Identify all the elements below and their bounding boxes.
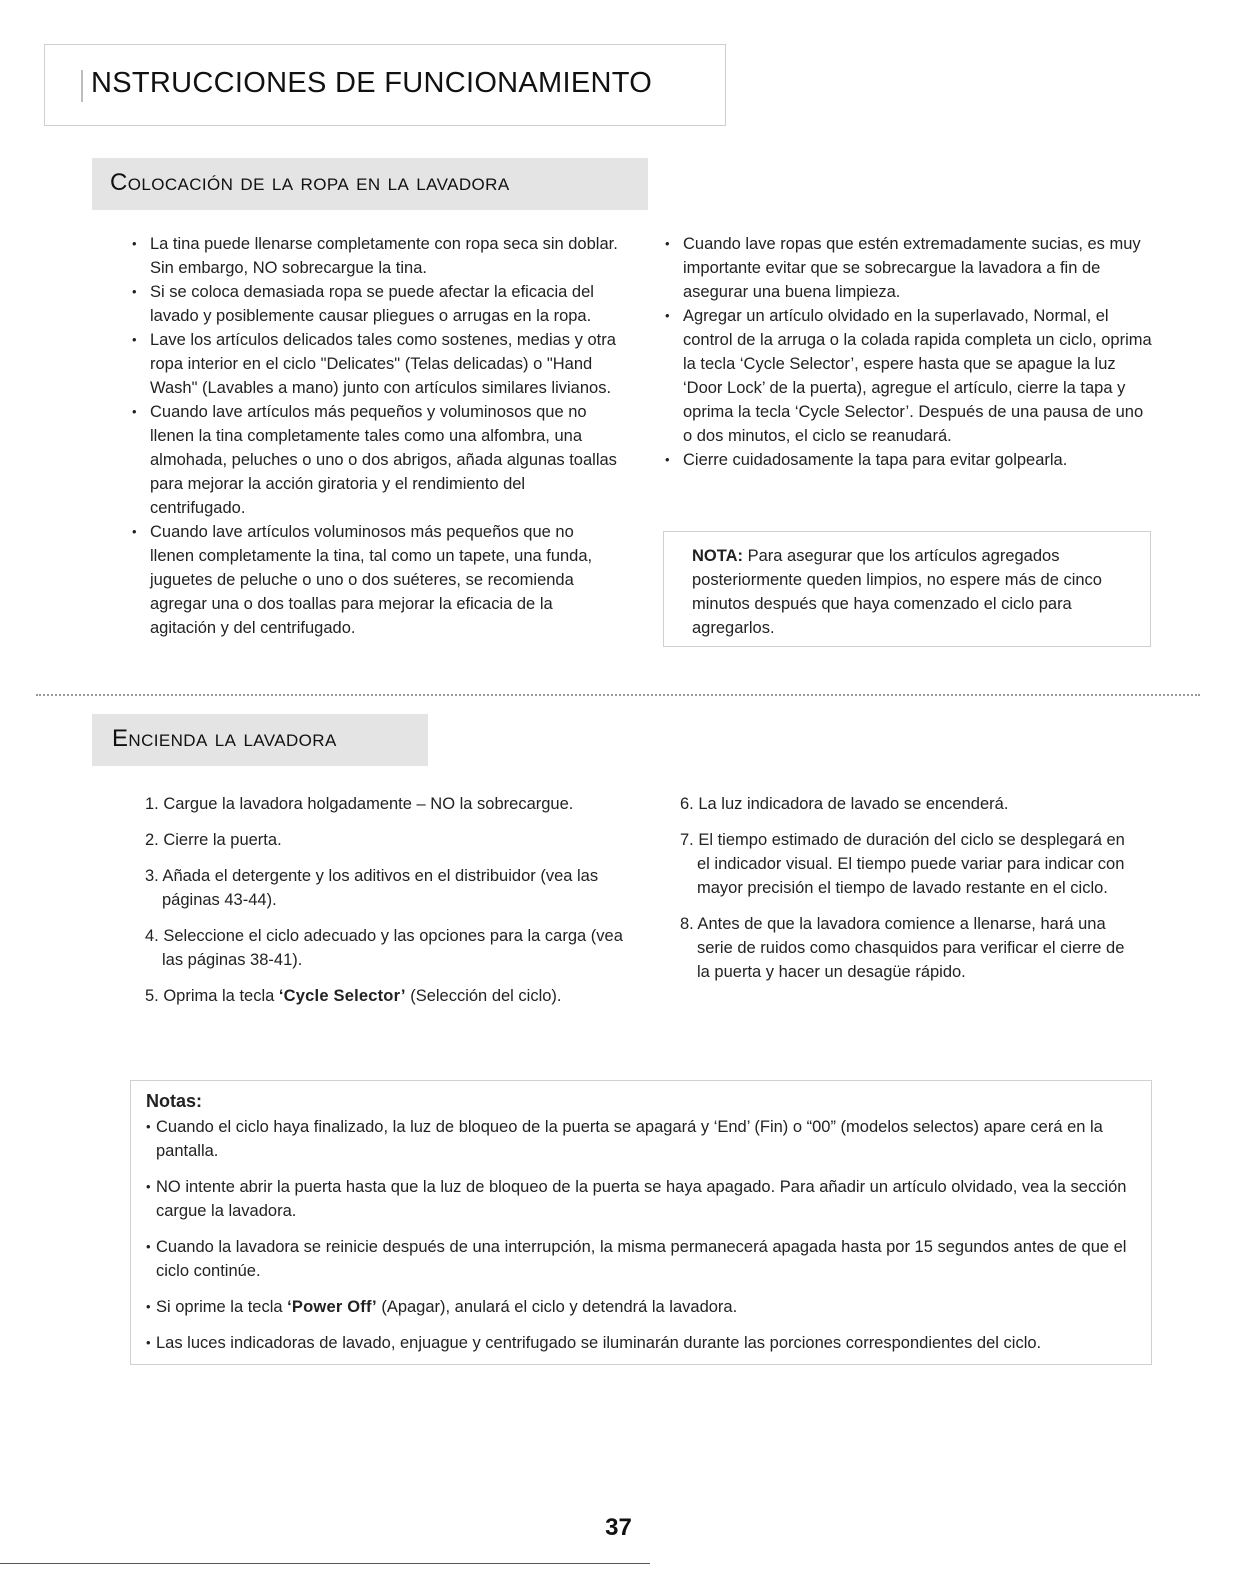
- notes-item: • NO intente abrir la puerta hasta que la luz de bloqueo de la puerta se haya apagado. Para añadir un artículo olvidado, vea la sección cargue la lavadora.: [146, 1175, 1131, 1223]
- list-item: • Si se coloca demasiada ropa se puede afectar la eficacia del lavado y posiblemente causar pliegues o arrugas en la ropa.: [130, 280, 620, 328]
- notes-item: [146, 1295, 1131, 1319]
- list-item: • Cierre cuidadosamente la tapa para evitar golpearla.: [663, 448, 1153, 472]
- notes-item: • Cuando el ciclo haya finalizado, la luz de bloqueo de la puerta se apagará y ‘End’ (Fin) o “00” (modelos selectos) apare cerá en la pantalla.: [146, 1115, 1131, 1163]
- list-item: • Cuando lave artículos voluminosos más pequeños que no llenen completamente la tina, tal como un tapete, una funda, juguetes de peluche o uno o dos suéteres, se recomienda agregar una o dos toallas para mejorar la eficacia de la agitación y del centrifugado.: [130, 520, 620, 640]
- step-item: 1. Cargue la lavadora holgadamente – NO la sobrecargue.: [145, 795, 574, 813]
- start-right-column: [680, 792, 1140, 996]
- step-item: 3. Añada el detergente y los aditivos en el distribuidor (vea las páginas 43-44).: [145, 867, 599, 909]
- page-title-box: [44, 44, 726, 126]
- step5-suffix: (Selección del ciclo).: [405, 987, 562, 1005]
- page-title: NSTRUCCIONES DE FUNCIONAMIENTO: [91, 67, 653, 99]
- power-note-suffix: (Apagar), anulará el ciclo y detendrá la lavadora.: [376, 1298, 738, 1316]
- section-heading-start-text: Encienda la lavadora: [112, 725, 337, 752]
- note-label: NOTA:: [692, 547, 744, 565]
- page-number: 37: [605, 1514, 632, 1541]
- section-heading-loading-text: Colocación de la ropa en la lavadora: [110, 169, 510, 196]
- section-divider: [36, 694, 1200, 696]
- start-left-column: [145, 792, 625, 1020]
- notes-box: [130, 1080, 1152, 1365]
- list-item: • Lave los artículos delicados tales como sostenes, medias y otra ropa interior en el ciclo "Delicates" (Telas delicadas) o "Hand Wash" (Lavables a mano) junto con artículos similares livianos.: [130, 328, 620, 400]
- loading-right-column: [663, 232, 1153, 472]
- step-item: 8. Antes de que la lavadora comience a llenarse, hará una serie de ruidos como chasquidos para verificar el cierre de la puerta y hacer un desagüe rápido.: [680, 915, 1125, 981]
- cycle-selector-key-name: ‘Cycle Selector’: [278, 987, 406, 1005]
- list-item: • Cuando lave ropas que estén extremadamente sucias, es muy importante evitar que se sobrecargue la lavadora a fin de asegurar una buena limpieza.: [663, 232, 1153, 304]
- notes-item: • Cuando la lavadora se reinicie después de una interrupción, la misma permanecerá apagada hasta por 15 segundos antes de que el ciclo continúe.: [146, 1235, 1131, 1283]
- section-heading-start: [92, 714, 428, 766]
- power-off-key-name: ‘Power Off’: [287, 1298, 377, 1316]
- step5-prefix: 5. Oprima la tecla: [145, 987, 279, 1005]
- note-text: Para asegurar que los artículos agregados posteriormente queden limpios, no espere más de cinco minutos después que haya comenzado el ciclo para agregarlos.: [692, 547, 1102, 637]
- loading-left-column: [130, 232, 620, 640]
- footer-rule: [0, 1563, 650, 1564]
- power-note-prefix: Si oprime la tecla: [156, 1298, 288, 1316]
- list-item: • Agregar un artículo olvidado en la superlavado, Normal, el control de la arruga o la colada rapida completa un ciclo, oprima la tecla ‘Cycle Selector’, espere hasta que se apague la luz ‘Door Lock’ de la puerta), agregue el artículo, cierre la tapa y oprima la tecla ‘Cycle Selector’. Después de una pausa de uno o dos minutos, el ciclo se reanudará.: [663, 304, 1153, 448]
- step-item: [145, 984, 625, 1008]
- step-item: 6. La luz indicadora de lavado se encenderá.: [680, 795, 1009, 813]
- notes-heading: Notas:: [146, 1091, 203, 1111]
- step-item: 4. Seleccione el ciclo adecuado y las opciones para la carga (vea las páginas 38-41).: [145, 927, 623, 969]
- section-heading-loading: [92, 158, 648, 210]
- note-box: [663, 531, 1151, 647]
- notes-item: • Las luces indicadoras de lavado, enjuague y centrifugado se iluminarán durante las porciones correspondientes del ciclo.: [146, 1331, 1131, 1355]
- title-accent-bar: [81, 70, 83, 102]
- step-item: 2. Cierre la puerta.: [145, 831, 282, 849]
- list-item: • La tina puede llenarse completamente con ropa seca sin doblar. Sin embargo, NO sobrecargue la tina.: [130, 232, 620, 280]
- step-item: 7. El tiempo estimado de duración del ciclo se desplegará en el indicador visual. El tiempo puede variar para indicar con mayor precisión el tiempo de lavado restante en el ciclo.: [680, 831, 1125, 897]
- list-item: • Cuando lave artículos más pequeños y voluminosos que no llenen la tina completamente tales como una alfombra, una almohada, peluches o uno o dos abrigos, añada algunas toallas para mejorar la acción giratoria y el rendimiento del centrifugado.: [130, 400, 620, 520]
